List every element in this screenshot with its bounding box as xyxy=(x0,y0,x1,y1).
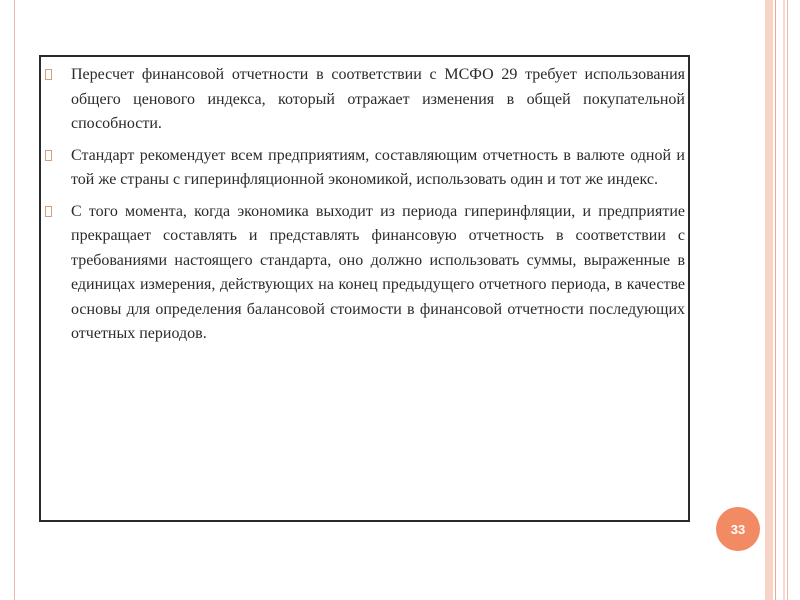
bullet-marker-icon xyxy=(45,69,52,80)
bullet-text: Пересчет финансовой отчетности в соответствии с МСФО 29 требует использования общего ценового индекса, который отражает изменения в общей покупательной способности. xyxy=(71,66,685,132)
bullet-item xyxy=(71,144,685,193)
left-frame-line xyxy=(14,0,15,600)
right-frame-line-outer xyxy=(787,0,788,600)
right-frame-band xyxy=(765,0,773,600)
right-frame-line xyxy=(775,0,776,600)
page-number: 33 xyxy=(730,521,746,537)
bullet-text: С того момента, когда экономика выходит из периода гиперинфляции, и предприятие прекращает составлять и представлять финансовую отчетность в соответствии с требованиями настоящего стандарта, оно должно использовать суммы, выраженные в единицах измерения, действующих на конец предыдущего отчетного периода, в качестве основы для определения балансовой стоимости в финансовой отчетности последующих отчетных периодов. xyxy=(71,202,685,342)
bullet-item xyxy=(71,200,685,347)
bullet-marker-icon xyxy=(45,150,52,161)
bullet-text: Стандарт рекомендует всем предприятиям, составляющим отчетность в валюте одной и той же страны с гиперинфляционной экономикой, использовать один и тот же индекс. xyxy=(71,146,685,188)
right-frame-band-outer xyxy=(783,0,785,600)
bullet-list xyxy=(71,63,685,354)
page-number-badge xyxy=(716,507,760,551)
content-box xyxy=(39,55,690,522)
bullet-item xyxy=(71,63,685,137)
bullet-marker-icon xyxy=(45,206,52,217)
